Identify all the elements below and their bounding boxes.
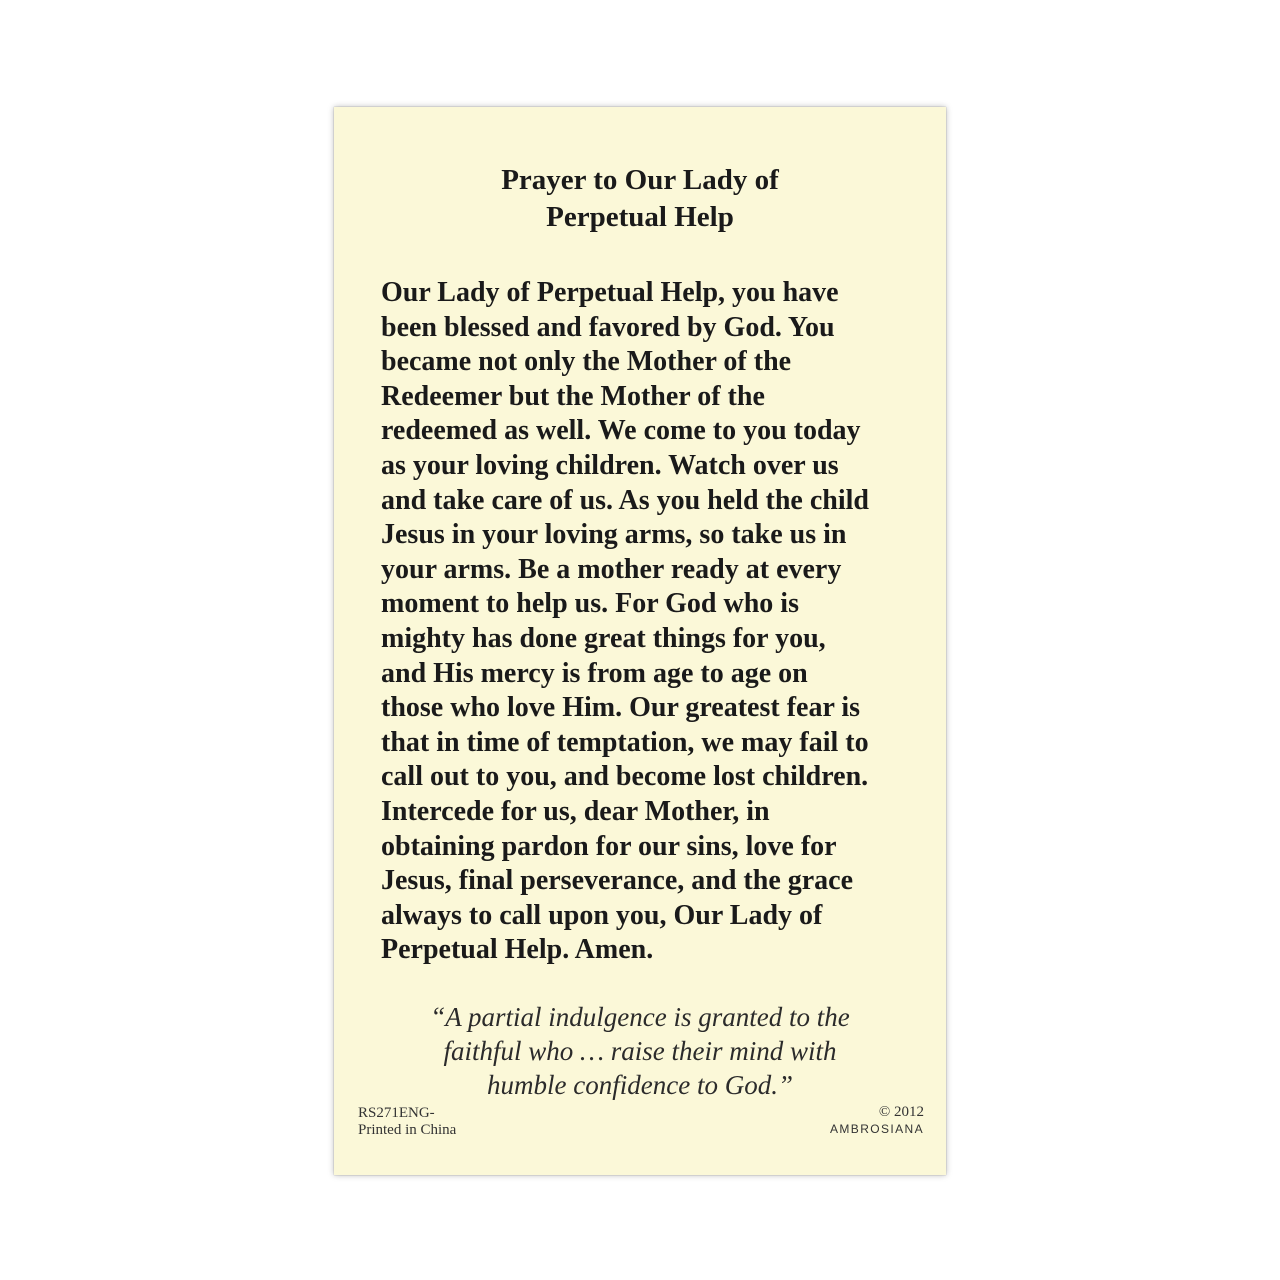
indulgence-quote bbox=[334, 1000, 946, 1102]
quote-line: faithful who … raise their mind with bbox=[443, 1036, 837, 1066]
prayer-line: mighty has done great things for you, bbox=[381, 622, 826, 654]
prayer-title bbox=[334, 162, 946, 236]
publisher-name: AMBROSIANA bbox=[829, 1122, 924, 1136]
prayer-line: Jesus, final perseverance, and the grace bbox=[381, 865, 854, 897]
prayer-line: Jesus in your loving arms, so take us in bbox=[381, 519, 847, 551]
prayer-line: Our Lady of Perpetual Help, you have bbox=[381, 277, 839, 308]
product-code: RS271ENG- bbox=[358, 1105, 435, 1121]
prayer-card bbox=[334, 107, 946, 1175]
prayer-text bbox=[381, 276, 926, 968]
prayer-line: been blessed and favored by God. You bbox=[381, 311, 835, 343]
publisher-info bbox=[830, 1103, 924, 1137]
prayer-line: always to call upon you, Our Lady of bbox=[381, 899, 823, 931]
prayer-line: Intercede for us, dear Mother, in bbox=[381, 795, 770, 827]
quote-line: “A partial indulgence is granted to the bbox=[430, 1002, 850, 1032]
copyright-notice: © 2012 bbox=[878, 1104, 924, 1120]
prayer-title-line: Prayer to Our Lady of bbox=[501, 164, 779, 196]
prayer-line: moment to help us. For God who is bbox=[381, 588, 799, 620]
prayer-line: and His mercy is from age to age on bbox=[381, 657, 808, 689]
prayer-line: and take care of us. As you held the child bbox=[381, 484, 869, 516]
printed-in: Printed in China bbox=[358, 1122, 457, 1138]
prayer-line: Perpetual Help. Amen. bbox=[381, 934, 654, 966]
product-info bbox=[358, 1105, 456, 1139]
prayer-line: call out to you, and become lost children. bbox=[381, 761, 869, 793]
prayer-line: obtaining pardon for our sins, love for bbox=[381, 830, 837, 862]
prayer-line: that in time of temptation, we may fail to bbox=[381, 726, 869, 758]
prayer-line: as your loving children. Watch over us bbox=[381, 449, 839, 481]
prayer-line: Redeemer but the Mother of the bbox=[381, 380, 765, 412]
prayer-title-line: Perpetual Help bbox=[546, 201, 734, 233]
prayer-line: redeemed as well. We come to you today bbox=[381, 415, 861, 447]
prayer-line: those who love Him. Our greatest fear is bbox=[381, 692, 861, 724]
prayer-line: became not only the Mother of the bbox=[381, 346, 792, 378]
prayer-line: your arms. Be a mother ready at every bbox=[381, 553, 842, 585]
quote-line: humble confidence to God.” bbox=[487, 1070, 793, 1100]
